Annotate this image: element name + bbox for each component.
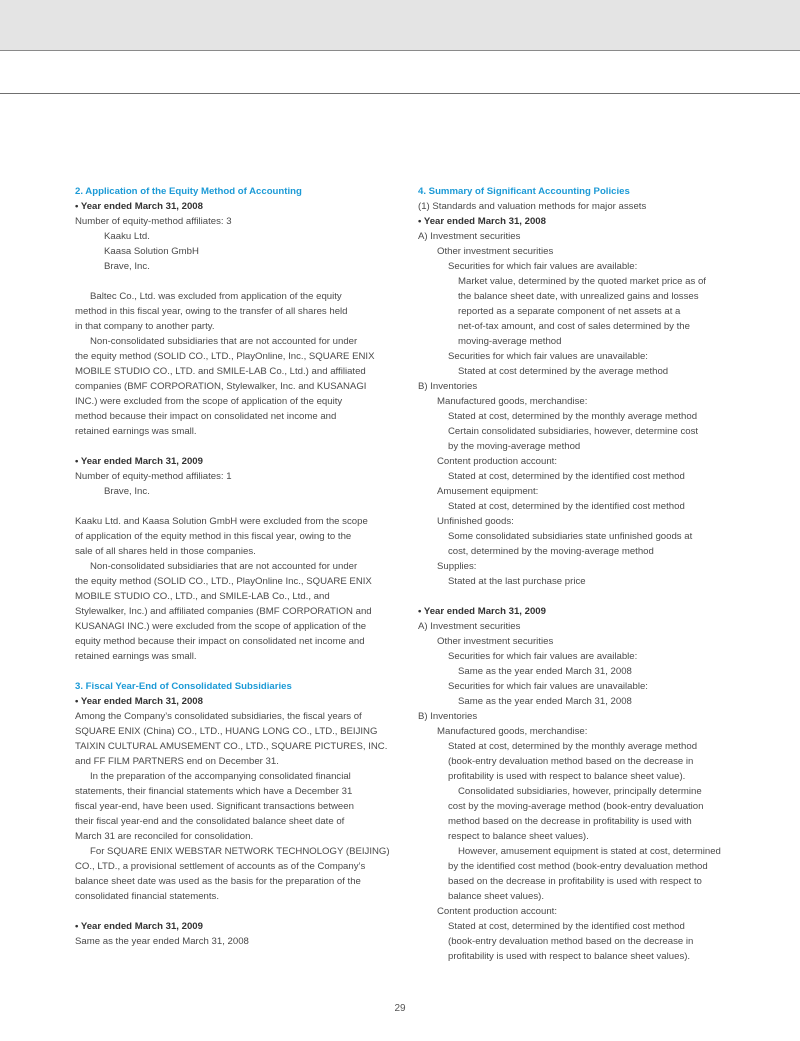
section-heading-accounting-policies: 4. Summary of Significant Accounting Policies: [418, 186, 630, 197]
text-line: Number of equity-method affiliates: 3: [75, 216, 232, 227]
text-line: balance sheet values).: [448, 891, 544, 902]
text-line: method because their impact on consolidated net income and: [75, 411, 337, 422]
text-line: Stated at cost, determined by the monthly average method: [448, 411, 698, 422]
section-heading-fiscal-year-end: 3. Fiscal Year-End of Consolidated Subsidiaries: [75, 681, 292, 692]
text-line: Kaaku Ltd. and Kaasa Solution GmbH were excluded from the scope: [75, 516, 368, 527]
list-label: A) Investment securities: [418, 231, 521, 242]
text-line: Market value, determined by the quoted market price as of: [458, 276, 706, 287]
text-line: In the preparation of the accompanying consolidated financial: [90, 771, 351, 782]
text-line: the equity method (SOLID CO., LTD., PlayOnline, Inc., SQUARE ENIX: [75, 351, 375, 362]
text-line: Other investment securities: [437, 246, 554, 257]
text-line: Stated at the last purchase price: [448, 576, 586, 587]
text-line: reported as a separate component of net assets at a: [458, 306, 681, 317]
year-subheading: • Year ended March 31, 2008: [418, 216, 546, 227]
text-line: balance sheet date was used as the basis for the preparation of the: [75, 876, 361, 887]
text-line: profitability is used with respect to balance sheet values).: [448, 951, 691, 962]
year-subheading: • Year ended March 31, 2009: [75, 456, 203, 467]
list-label: A) Investment securities: [418, 621, 521, 632]
list-label: B) Inventories: [418, 711, 478, 722]
text-line: (1) Standards and valuation methods for major assets: [418, 201, 647, 212]
text-line: by the moving-average method: [448, 441, 581, 452]
text-line: their fiscal year-end and the consolidated balance sheet date of: [75, 816, 345, 827]
text-line: Securities for which fair values are unavailable:: [448, 351, 648, 362]
text-line: in that company to another party.: [75, 321, 215, 332]
text-line: Unfinished goods:: [437, 516, 514, 527]
text-line: companies (BMF CORPORATION, Stylewalker, Inc. and KUSANAGI: [75, 381, 367, 392]
text-line: Same as the year ended March 31, 2008: [75, 936, 249, 947]
text-line: Content production account:: [437, 456, 558, 467]
affiliate-item: Brave, Inc.: [104, 486, 150, 497]
text-line: INC.) were excluded from the scope of application of the equity: [75, 396, 343, 407]
text-line: the balance sheet date, with unrealized gains and losses: [458, 291, 699, 302]
year-subheading: • Year ended March 31, 2009: [418, 606, 546, 617]
affiliate-item: Kaasa Solution GmbH: [104, 246, 199, 257]
text-line: sale of all shares held in those companies.: [75, 546, 256, 557]
text-line: respect to balance sheet values).: [448, 831, 589, 842]
text-line: Securities for which fair values are available:: [448, 261, 638, 272]
year-subheading: • Year ended March 31, 2008: [75, 696, 203, 707]
text-line: method based on the decrease in profitability is used with: [448, 816, 692, 827]
text-line: March 31 are reconciled for consolidation.: [75, 831, 254, 842]
text-line: Manufactured goods, merchandise:: [437, 396, 588, 407]
header-band: [0, 0, 800, 51]
text-line: For SQUARE ENIX WEBSTAR NETWORK TECHNOLOGY (BEIJING): [90, 846, 390, 857]
text-line: the equity method (SOLID CO., LTD., PlayOnline Inc., SQUARE ENIX: [75, 576, 372, 587]
text-line: moving-average method: [458, 336, 562, 347]
text-line: by the identified cost method (book-entry devaluation method: [448, 861, 708, 872]
text-line: profitability is used with respect to balance sheet value).: [448, 771, 686, 782]
text-line: Stated at cost, determined by the identified cost method: [448, 921, 685, 932]
right-column: [418, 184, 730, 964]
text-line: and FF FILM PARTNERS end on December 31.: [75, 756, 279, 767]
text-line: consolidated financial statements.: [75, 891, 219, 902]
section-heading-equity-method: 2. Application of the Equity Method of Accounting: [75, 186, 302, 197]
text-line: Same as the year ended March 31, 2008: [458, 666, 632, 677]
text-line: Among the Company’s consolidated subsidiaries, the fiscal years of: [75, 711, 362, 722]
text-line: Stated at cost, determined by the monthly average method: [448, 741, 698, 752]
text-line: retained earnings was small.: [75, 651, 197, 662]
text-line: Number of equity-method affiliates: 1: [75, 471, 232, 482]
text-line: based on the decrease in profitability is used with respect to: [448, 876, 702, 887]
text-line: Certain consolidated subsidiaries, however, determine cost: [448, 426, 699, 437]
text-line: Some consolidated subsidiaries state unfinished goods at: [448, 531, 693, 542]
text-line: Stated at cost, determined by the identified cost method: [448, 471, 685, 482]
text-line: equity method because their impact on consolidated net income and: [75, 636, 365, 647]
text-line: Consolidated subsidiaries, however, principally determine: [458, 786, 702, 797]
text-line: Supplies:: [437, 561, 477, 572]
text-line: Amusement equipment:: [437, 486, 539, 497]
text-line: Securities for which fair values are available:: [448, 651, 638, 662]
text-line: Baltec Co., Ltd. was excluded from application of the equity: [90, 291, 342, 302]
text-line: retained earnings was small.: [75, 426, 197, 437]
text-line: Stated at cost, determined by the identified cost method: [448, 501, 685, 512]
text-line: Non-consolidated subsidiaries that are not accounted for under: [90, 561, 358, 572]
text-line: net-of-tax amount, and cost of sales determined by the: [458, 321, 690, 332]
text-line: MOBILE STUDIO CO., LTD., and SMILE-LAB Co., Ltd., and: [75, 591, 330, 602]
affiliate-item: Kaaku Ltd.: [104, 231, 150, 242]
text-line: Stylewalker, Inc.) and affiliated companies (BMF CORPORATION and: [75, 606, 372, 617]
text-line: Content production account:: [437, 906, 558, 917]
text-line: However, amusement equipment is stated at cost, determined: [458, 846, 721, 857]
list-label: B) Inventories: [418, 381, 478, 392]
page-number: 29: [394, 1003, 406, 1014]
text-line: KUSANAGI INC.) were excluded from the scope of application of the: [75, 621, 367, 632]
text-line: Non-consolidated subsidiaries that are not accounted for under: [90, 336, 358, 347]
year-subheading: • Year ended March 31, 2009: [75, 921, 203, 932]
left-column: [75, 184, 390, 949]
text-line: cost, determined by the moving-average method: [448, 546, 654, 557]
text-line: SQUARE ENIX (China) CO., LTD., HUANG LONG CO., LTD., BEIJING: [75, 726, 378, 737]
text-line: (book-entry devaluation method based on the decrease in: [448, 936, 694, 947]
header-rule: [0, 93, 800, 94]
text-line: Manufactured goods, merchandise:: [437, 726, 588, 737]
text-line: (book-entry devaluation method based on the decrease in: [448, 756, 694, 767]
text-line: Securities for which fair values are unavailable:: [448, 681, 648, 692]
text-line: fiscal year-end, have been used. Significant transactions between: [75, 801, 354, 812]
text-line: statements, their financial statements which have a December 31: [75, 786, 353, 797]
text-line: Stated at cost determined by the average method: [458, 366, 669, 377]
affiliate-item: Brave, Inc.: [104, 261, 150, 272]
text-line: method in this fiscal year, owing to the transfer of all shares held: [75, 306, 348, 317]
text-line: Same as the year ended March 31, 2008: [458, 696, 632, 707]
text-line: MOBILE STUDIO CO., LTD. and SMILE-LAB Co., Ltd.) and affiliated: [75, 366, 366, 377]
text-line: CO., LTD., a provisional settlement of accounts as of the Company’s: [75, 861, 366, 872]
text-line: of application of the equity method in this fiscal year, owing to the: [75, 531, 352, 542]
year-subheading: • Year ended March 31, 2008: [75, 201, 203, 212]
text-line: cost by the moving-average method (book-entry devaluation: [448, 801, 704, 812]
text-line: TAIXIN CULTURAL AMUSEMENT CO., LTD., SQUARE PICTURES, INC.: [75, 741, 388, 752]
text-line: Other investment securities: [437, 636, 554, 647]
